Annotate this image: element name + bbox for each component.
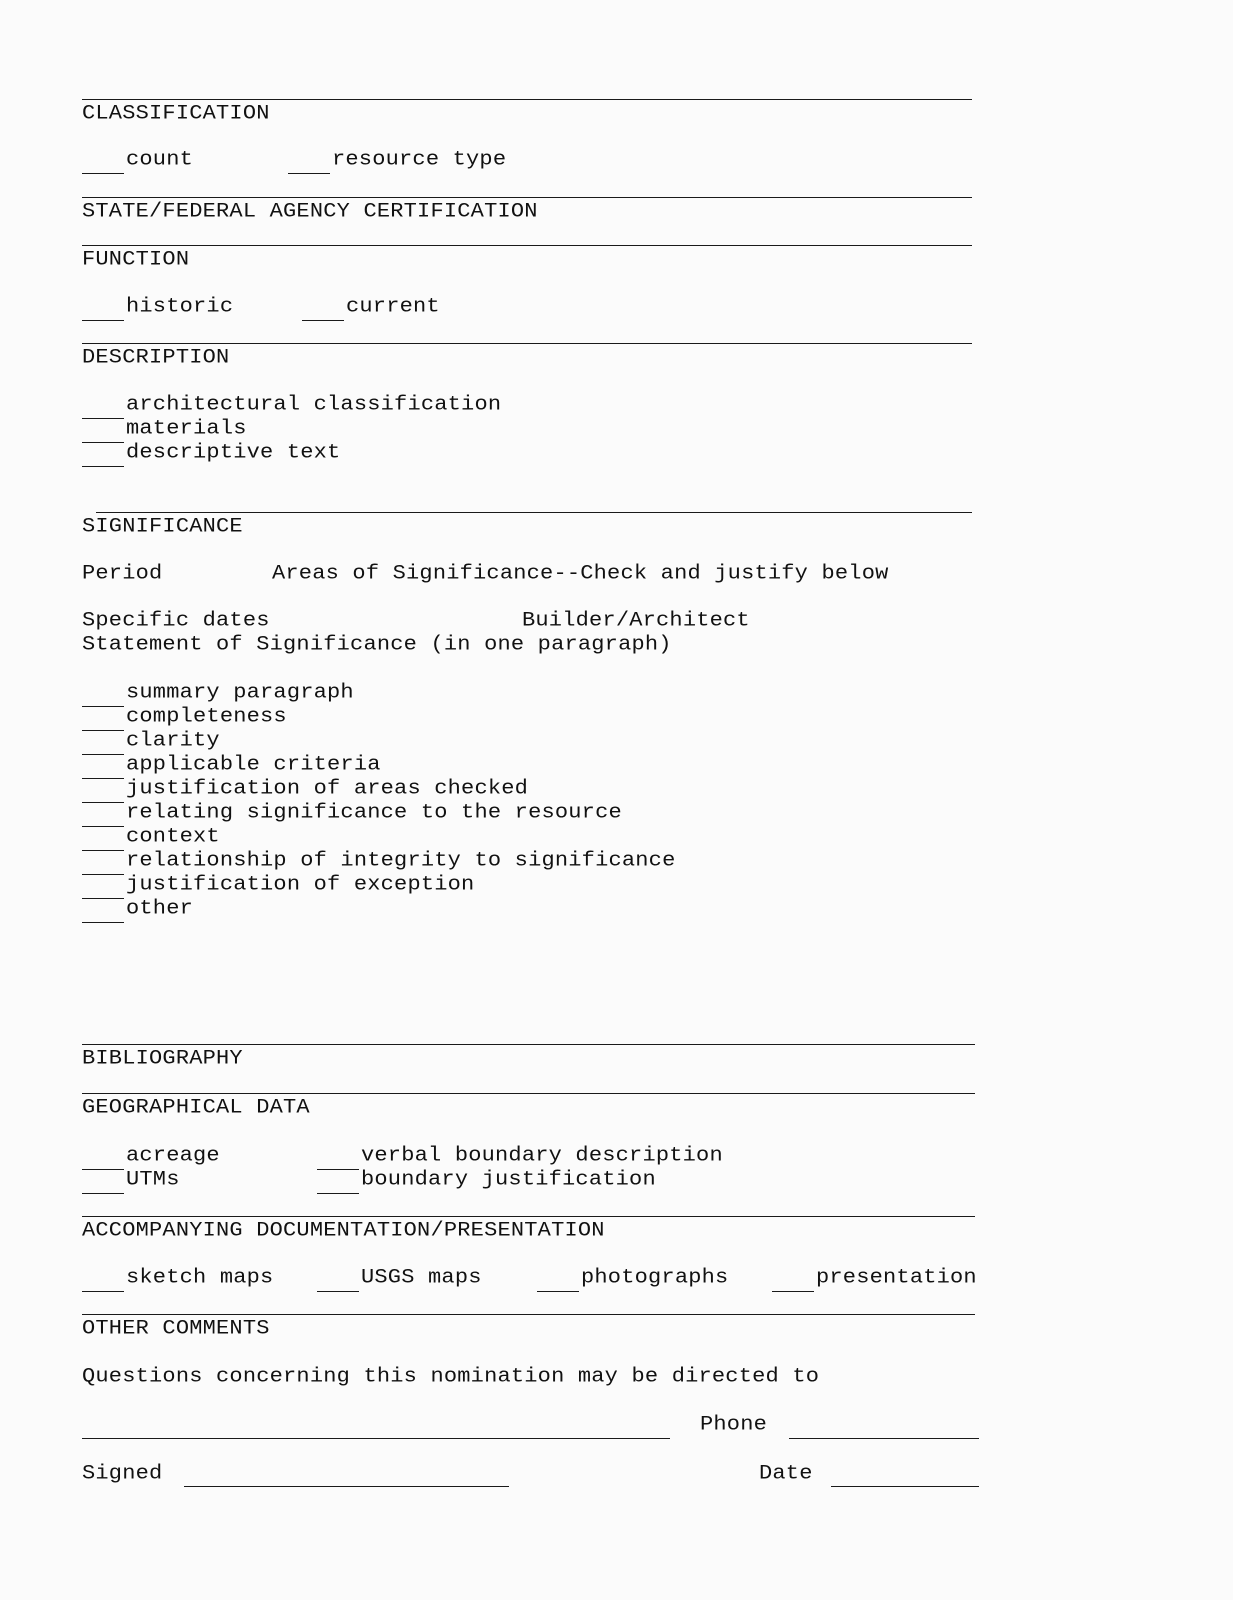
check-blank[interactable]: [772, 1291, 814, 1292]
section-title-description: DESCRIPTION: [82, 346, 230, 370]
item-label: summary paragraph: [126, 681, 354, 705]
section-rule: [82, 343, 972, 344]
phone-line[interactable]: [789, 1438, 979, 1439]
check-blank[interactable]: [82, 730, 124, 731]
item-label: UTMs: [126, 1168, 180, 1192]
check-blank[interactable]: [317, 1193, 359, 1194]
item-label: relationship of integrity to significance: [126, 849, 676, 873]
areas-of-significance-label: Areas of Significance--Check and justify below: [272, 562, 889, 586]
check-blank[interactable]: [288, 173, 330, 174]
specific-dates-label: Specific dates: [82, 609, 270, 633]
check-blank[interactable]: [82, 826, 124, 827]
check-blank[interactable]: [82, 1193, 124, 1194]
section-title-geographical-data: GEOGRAPHICAL DATA: [82, 1096, 310, 1120]
section-rule: [82, 1216, 975, 1217]
item-label: applicable criteria: [126, 753, 381, 777]
section-rule: [82, 197, 972, 198]
check-blank[interactable]: [82, 850, 124, 851]
signature-line[interactable]: [184, 1486, 509, 1487]
check-blank[interactable]: [82, 320, 124, 321]
check-blank[interactable]: [82, 898, 124, 899]
section-rule: [82, 1044, 975, 1045]
item-label: USGS maps: [361, 1266, 482, 1290]
check-blank[interactable]: [82, 874, 124, 875]
section-rule: [82, 99, 972, 100]
item-label: verbal boundary description: [361, 1144, 723, 1168]
item-label: count: [126, 148, 194, 172]
item-label: photographs: [581, 1266, 729, 1290]
phone-label: Phone: [700, 1413, 768, 1437]
date-line[interactable]: [831, 1486, 979, 1487]
check-blank[interactable]: [82, 1169, 124, 1170]
section-title-documentation: ACCOMPANYING DOCUMENTATION/PRESENTATION: [82, 1219, 605, 1243]
contact-name-line[interactable]: [82, 1438, 670, 1439]
item-label: architectural classification: [126, 393, 502, 417]
check-blank[interactable]: [82, 173, 124, 174]
statement-of-significance-label: Statement of Significance (in one paragraph): [82, 633, 672, 657]
section-title-bibliography: BIBLIOGRAPHY: [82, 1047, 243, 1071]
check-blank[interactable]: [82, 706, 124, 707]
check-blank[interactable]: [82, 778, 124, 779]
questions-text: Questions concerning this nomination may be directed to: [82, 1365, 820, 1389]
date-label: Date: [759, 1462, 813, 1486]
section-rule: [96, 512, 972, 513]
item-label: clarity: [126, 729, 220, 753]
check-blank[interactable]: [317, 1169, 359, 1170]
signed-label: Signed: [82, 1462, 163, 1486]
item-label: acreage: [126, 1144, 220, 1168]
section-title-significance: SIGNIFICANCE: [82, 515, 243, 539]
check-blank[interactable]: [82, 802, 124, 803]
check-blank[interactable]: [317, 1291, 359, 1292]
section-rule: [82, 245, 972, 246]
item-label: completeness: [126, 705, 287, 729]
item-label: justification of areas checked: [126, 777, 529, 801]
section-title-function: FUNCTION: [82, 248, 190, 272]
item-label: presentation: [816, 1266, 977, 1290]
item-label: current: [346, 295, 440, 319]
section-rule: [82, 1093, 975, 1094]
check-blank[interactable]: [537, 1291, 579, 1292]
section-title-certification: STATE/FEDERAL AGENCY CERTIFICATION: [82, 200, 538, 224]
item-label: materials: [126, 417, 247, 441]
item-label: descriptive text: [126, 441, 341, 465]
check-blank[interactable]: [302, 320, 344, 321]
section-title-classification: CLASSIFICATION: [82, 102, 270, 126]
check-blank[interactable]: [82, 466, 124, 467]
check-blank[interactable]: [82, 418, 124, 419]
check-blank[interactable]: [82, 922, 124, 923]
item-label: relating significance to the resource: [126, 801, 622, 825]
check-blank[interactable]: [82, 442, 124, 443]
item-label: context: [126, 825, 220, 849]
item-label: justification of exception: [126, 873, 475, 897]
builder-architect-label: Builder/Architect: [522, 609, 750, 633]
item-label: boundary justification: [361, 1168, 656, 1192]
period-label: Period: [82, 562, 163, 586]
check-blank[interactable]: [82, 754, 124, 755]
item-label: historic: [126, 295, 234, 319]
section-title-other-comments: OTHER COMMENTS: [82, 1317, 270, 1341]
section-rule: [82, 1314, 975, 1315]
item-label: sketch maps: [126, 1266, 274, 1290]
item-label: resource type: [332, 148, 507, 172]
check-blank[interactable]: [82, 1291, 124, 1292]
item-label: other: [126, 897, 194, 921]
